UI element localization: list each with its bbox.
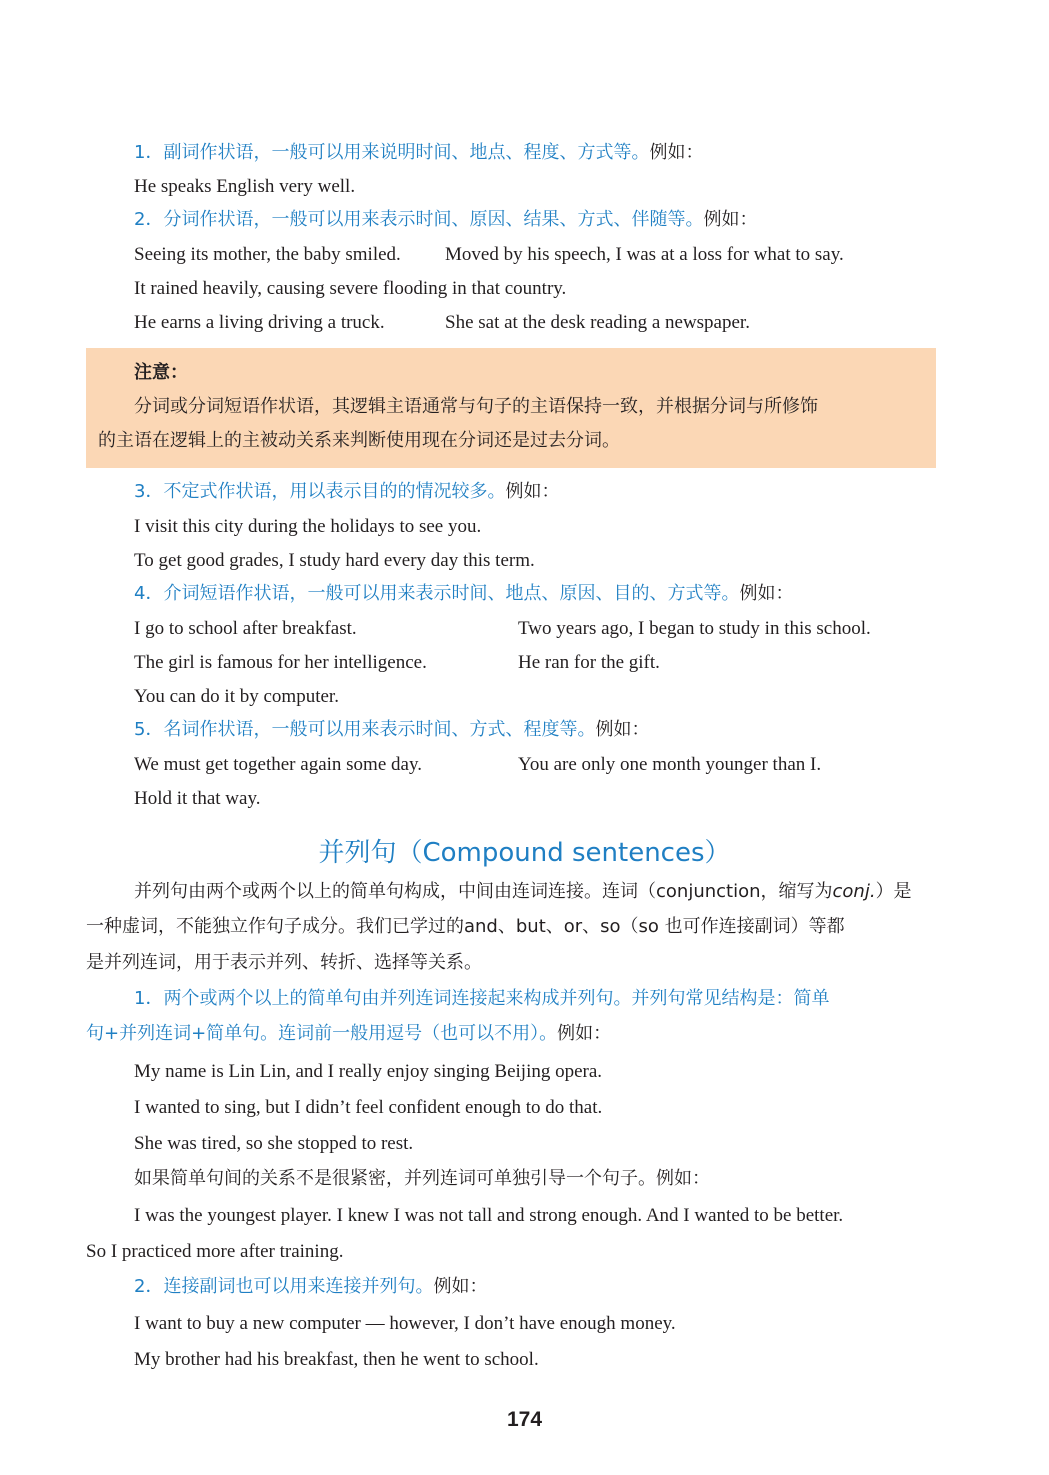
compound-rule-2-tail: 例如： bbox=[433, 1276, 488, 1297]
example-sentence: So I practiced more after training. bbox=[86, 1241, 344, 1262]
example-sentence: To get good grades, I study hard every day this term. bbox=[134, 550, 535, 571]
page-number: 174 bbox=[506, 1408, 543, 1431]
intro-line-2: 一种虚词，不能独立作句子成分。我们已学过的and、but、or、so（so 也可作连接副词）等都 bbox=[86, 916, 845, 937]
intro-line-1 bbox=[134, 879, 912, 905]
rule-4-text: 4．介词短语作状语，一般可以用来表示时间、地点、原因、目的、方式等。 bbox=[134, 583, 740, 604]
example-sentence: My name is Lin Lin, and I really enjoy singing Beijing opera. bbox=[134, 1061, 603, 1082]
rule-5 bbox=[134, 717, 649, 743]
rule-3 bbox=[134, 479, 559, 505]
example-sentence: The girl is famous for her intelligence. bbox=[134, 652, 427, 673]
rule-1 bbox=[134, 140, 703, 166]
example-sentence: I wanted to sing, but I didn’t feel confident enough to do that. bbox=[134, 1097, 603, 1118]
example-sentence: He earns a living driving a truck. bbox=[134, 312, 385, 333]
example-sentence: You are only one month younger than I. bbox=[518, 754, 822, 775]
example-sentence: She sat at the desk reading a newspaper. bbox=[445, 312, 750, 333]
example-sentence: Moved by his speech, I was at a loss for what to say. bbox=[445, 244, 844, 265]
compound-rule-1-line-2 bbox=[86, 1021, 611, 1047]
example-sentence: I go to school after breakfast. bbox=[134, 618, 357, 639]
intro-line-1-a: 并列句由两个或两个以上的简单句构成，中间由连词连接。连词（conjunction，缩写为 bbox=[134, 881, 833, 902]
compound-rule-2-text: 2．连接副词也可以用来连接并列句。 bbox=[134, 1276, 434, 1297]
example-sentence: Two years ago, I began to study in this school. bbox=[518, 618, 871, 639]
note-line: 分词或分词短语作状语，其逻辑主语通常与句子的主语保持一致，并根据分词与所修饰 bbox=[134, 396, 818, 417]
compound-note: 如果简单句间的关系不是很紧密，并列连词可单独引导一个句子。例如： bbox=[134, 1168, 710, 1189]
note-line: 的主语在逻辑上的主被动关系来判断使用现在分词还是过去分词。 bbox=[98, 430, 620, 451]
example-sentence: It rained heavily, causing severe flooding in that country. bbox=[134, 278, 567, 299]
example-sentence: My brother had his breakfast, then he went to school. bbox=[134, 1349, 539, 1370]
rule-5-text: 5．名词作状语，一般可以用来表示时间、方式、程度等。 bbox=[134, 719, 596, 740]
compound-rule-1-text: 句+并列连词+简单句。连词前一般用逗号（也可以不用）。 bbox=[86, 1023, 558, 1044]
section-heading: 并列句（Compound sentences） bbox=[318, 838, 731, 868]
rule-1-text: 1．副词作状语，一般可以用来说明时间、地点、程度、方式等。 bbox=[134, 142, 650, 163]
rule-4 bbox=[134, 581, 793, 607]
compound-rule-2 bbox=[134, 1274, 487, 1300]
example-sentence: I visit this city during the holidays to see you. bbox=[134, 516, 482, 537]
rule-4-tail: 例如： bbox=[739, 583, 794, 604]
example-sentence: Hold it that way. bbox=[134, 788, 261, 809]
compound-rule-1-line-1: 1．两个或两个以上的简单句由并列连词连接起来构成并列句。并列句常见结构是：简单 bbox=[134, 988, 830, 1009]
example-sentence: He ran for the gift. bbox=[518, 652, 660, 673]
rule-1-tail: 例如： bbox=[649, 142, 704, 163]
example-sentence: Seeing its mother, the baby smiled. bbox=[134, 244, 401, 265]
intro-abbr: conj. bbox=[832, 881, 876, 902]
compound-rule-1-tail: 例如： bbox=[557, 1023, 612, 1044]
example-sentence: She was tired, so she stopped to rest. bbox=[134, 1133, 414, 1154]
rule-3-tail: 例如： bbox=[505, 481, 560, 502]
note-title: 注意： bbox=[134, 362, 188, 383]
rule-2 bbox=[134, 207, 757, 233]
rule-2-text: 2．分词作状语，一般可以用来表示时间、原因、结果、方式、伴随等。 bbox=[134, 209, 704, 230]
rule-2-tail: 例如： bbox=[703, 209, 758, 230]
rule-3-text: 3．不定式作状语，用以表示目的的情况较多。 bbox=[134, 481, 506, 502]
intro-line-3: 是并列连词，用于表示并列、转折、选择等关系。 bbox=[86, 952, 482, 973]
rule-5-tail: 例如： bbox=[595, 719, 650, 740]
intro-line-1-b: ）是 bbox=[875, 881, 912, 902]
example-sentence: I was the youngest player. I knew I was not tall and strong enough. And I wanted to be better. bbox=[134, 1205, 844, 1226]
example-sentence: We must get together again some day. bbox=[134, 754, 422, 775]
example-sentence: He speaks English very well. bbox=[134, 176, 356, 197]
example-sentence: I want to buy a new computer — however, I don’t have enough money. bbox=[134, 1313, 676, 1334]
example-sentence: You can do it by computer. bbox=[134, 686, 339, 707]
